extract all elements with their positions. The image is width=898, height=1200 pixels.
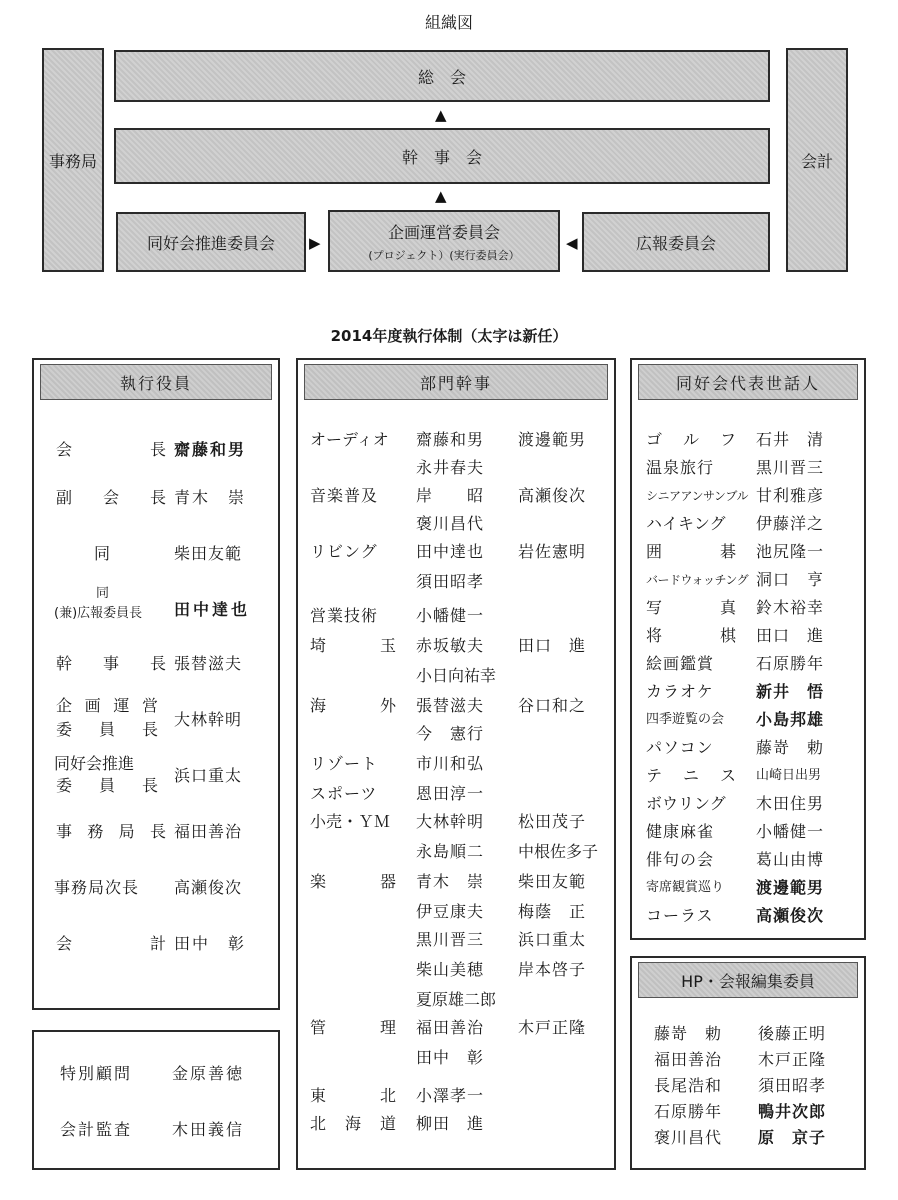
department-name: 永井春夫 <box>416 458 485 477</box>
hp-editor-name: 長尾浩和 <box>654 1076 723 1095</box>
club-label: 写 真 <box>646 598 736 617</box>
department-label: 音楽普及 <box>310 486 379 505</box>
department-name: 赤坂敏夫 <box>416 636 485 655</box>
club-leader: 木田住男 <box>756 794 825 813</box>
department-name: 田中達也 <box>416 542 485 561</box>
officer-name: 張替滋夫 <box>174 654 243 673</box>
club-leader: 新井 悟 <box>756 682 825 701</box>
club-label: バードウォッチング <box>646 573 749 587</box>
kaikei-box <box>786 48 848 272</box>
officers-header: 執行役員 <box>40 364 272 400</box>
department-name: 伊豆康夫 <box>416 902 485 921</box>
department-name: 大林幹明 <box>416 812 485 831</box>
advisors-panel <box>32 1030 280 1170</box>
club-label: ゴ ル フ <box>646 430 736 449</box>
club-leader: 山崎日出男 <box>756 768 822 783</box>
department-name: 褒川昌代 <box>416 514 485 533</box>
doukoukai-suishin-box <box>116 212 306 272</box>
clubs-panel <box>630 358 866 940</box>
officer-name: 高瀬俊次 <box>174 878 243 897</box>
arrow-left-icon: ◀ <box>566 234 578 252</box>
club-leader: 鈴木裕幸 <box>756 598 825 617</box>
department-label: 営業技術 <box>310 606 379 625</box>
doukoukai-suishin-label: 同好会推進委員会 <box>146 233 275 253</box>
department-label: リビング <box>310 542 378 561</box>
hp-editor-name: 石原勝年 <box>654 1102 723 1121</box>
departments-header: 部門幹事 <box>304 364 608 400</box>
advisor-role: 特別顧問 <box>60 1064 133 1083</box>
club-leader: 藤嵜 勅 <box>756 738 825 757</box>
officer-name: 柴田友範 <box>174 544 243 563</box>
advisor-name: 木田義信 <box>172 1120 245 1139</box>
officer-role-line2: (兼)広報委員長 <box>54 606 143 621</box>
club-leader: 伊藤洋之 <box>756 514 825 533</box>
club-leader: 渡邊範男 <box>756 878 825 897</box>
department-label: オーディオ <box>310 430 389 449</box>
kanjikai-label: 幹 事 会 <box>401 147 482 167</box>
officer-name: 福田善治 <box>174 822 243 841</box>
club-leader: 石原勝年 <box>756 654 825 673</box>
department-name: 田口 進 <box>518 636 587 655</box>
department-label: 楽 器 <box>310 872 396 891</box>
officer-role: 会 計 <box>56 934 166 953</box>
officer-name: 田中 彰 <box>174 934 247 953</box>
officer-role-line1: 企 画 運 営 <box>56 696 158 715</box>
departments-panel <box>296 358 616 1170</box>
department-name: 須田昭孝 <box>416 572 485 591</box>
kouhou-box <box>582 212 770 272</box>
officer-name: 齋藤和男 <box>174 440 247 459</box>
club-label: 四季遊覧の会 <box>646 712 725 727</box>
officer-name: 大林幹明 <box>174 710 243 729</box>
officer-role: 事 務 局 長 <box>56 822 166 841</box>
club-leader: 甘利雅彦 <box>756 486 825 505</box>
officer-role-line1: 同好会推進 <box>54 754 135 773</box>
department-name: 木戸正隆 <box>518 1018 587 1037</box>
department-name: 松田茂子 <box>518 812 587 831</box>
club-leader: 高瀬俊次 <box>756 906 825 925</box>
department-name: 小幡健一 <box>416 606 485 625</box>
department-name: 張替滋夫 <box>416 696 485 715</box>
club-leader: 石井 清 <box>756 430 825 449</box>
hp-editor-name: 木戸正隆 <box>758 1050 827 1069</box>
jimukyoku-label: 事務局 <box>48 151 97 171</box>
club-label: パソコン <box>646 738 714 757</box>
department-name: 小日向祐幸 <box>416 666 497 685</box>
department-label: 海 外 <box>310 696 396 715</box>
club-label: 寄席観賞巡り <box>646 880 725 895</box>
advisor-name: 金原善徳 <box>172 1064 245 1083</box>
department-name: 渡邊範男 <box>518 430 587 449</box>
club-label: ボウリング <box>646 794 726 813</box>
officer-role: 同 <box>94 544 111 563</box>
club-leader: 黒川晋三 <box>756 458 825 477</box>
department-name: 小澤孝一 <box>416 1086 485 1105</box>
department-label: 管 理 <box>310 1018 396 1037</box>
department-label: スポーツ <box>310 784 378 803</box>
department-name: 梅蔭 正 <box>518 902 587 921</box>
kanjikai-box <box>114 128 770 184</box>
kaikei-label: 会計 <box>800 151 833 171</box>
club-leader: 田口 進 <box>756 626 825 645</box>
officer-role-line2: 委 員 長 <box>56 720 158 739</box>
officer-role: 会 長 <box>56 440 166 459</box>
club-leader: 小幡健一 <box>756 822 825 841</box>
department-name: 柴山美穂 <box>416 960 485 979</box>
kouhou-label: 広報委員会 <box>635 233 716 253</box>
kikaku-title: 企画運営委員会 <box>387 222 500 242</box>
department-name: 福田善治 <box>416 1018 485 1037</box>
club-label: 温泉旅行 <box>646 458 715 477</box>
department-name: 浜口重太 <box>518 930 587 949</box>
department-name: 岸 昭 <box>416 486 485 505</box>
hp-editor-name: 原 京子 <box>758 1128 827 1147</box>
hp-editors-header: HP・会報編集委員 <box>638 962 858 998</box>
club-label: コーラス <box>646 906 714 925</box>
club-label: 囲 碁 <box>646 542 736 561</box>
club-leader: 葛山由博 <box>756 850 825 869</box>
clubs-header: 同好会代表世話人 <box>638 364 858 400</box>
arrow-up-icon: ▲ <box>435 187 447 205</box>
sokai-label: 総 会 <box>417 67 466 87</box>
club-label: 絵画鑑賞 <box>646 654 715 673</box>
officer-role-line1: 同 <box>96 586 110 601</box>
department-label: 北 海 道 <box>310 1114 396 1133</box>
officer-role: 副 会 長 <box>56 488 166 507</box>
club-leader: 池尻隆一 <box>756 542 825 561</box>
kikaku-box <box>328 210 560 272</box>
arrow-right-icon: ▶ <box>309 234 321 252</box>
department-label: 埼 玉 <box>310 636 396 655</box>
hp-editor-name: 褒川昌代 <box>654 1128 723 1147</box>
department-label: 東 北 <box>310 1086 396 1105</box>
club-label: シニアアンサンブル <box>646 489 748 503</box>
department-name: 田中 彰 <box>416 1048 485 1067</box>
hp-editor-name: 後藤正明 <box>758 1024 827 1043</box>
structure-title: 2014年度執行体制（太字は新任） <box>330 327 568 345</box>
club-leader: 小島邦雄 <box>756 710 825 729</box>
officer-name: 浜口重太 <box>174 766 243 785</box>
officer-role: 事務局次長 <box>54 878 140 897</box>
officer-role-line2: 委 員 長 <box>56 776 158 795</box>
club-label: カラオケ <box>646 682 714 701</box>
department-name: 今 憲行 <box>416 724 485 743</box>
department-name: 齋藤和男 <box>416 430 485 449</box>
department-name: 恩田淳一 <box>416 784 485 803</box>
department-label: リゾート <box>310 754 379 773</box>
officer-name: 田中達也 <box>174 600 251 619</box>
officer-role: 幹 事 長 <box>56 654 166 673</box>
department-name: 岩佐憲明 <box>518 542 587 561</box>
hp-editor-name: 鴨井次郎 <box>758 1102 827 1121</box>
club-leader: 洞口 亨 <box>756 570 825 589</box>
jimukyoku-box <box>42 48 104 272</box>
officers-panel <box>32 358 280 1010</box>
club-label: 俳句の会 <box>646 850 715 869</box>
hp-editor-name: 藤嵜 勅 <box>654 1024 723 1043</box>
department-name: 谷口和之 <box>518 696 587 715</box>
org-chart-title: 組織図 <box>424 13 473 32</box>
sokai-box <box>114 50 770 102</box>
department-label: 小売・ＹＭ <box>310 812 391 831</box>
department-name: 柳田 進 <box>416 1114 485 1133</box>
department-name: 中根佐多子 <box>518 842 599 861</box>
club-label: ハイキング <box>646 514 726 533</box>
department-name: 永島順二 <box>416 842 485 861</box>
club-label: テ ニ ス <box>646 766 736 785</box>
department-name: 柴田友範 <box>518 872 587 891</box>
kikaku-subtitle: (プロジェクト）(実行委員会） <box>368 248 520 262</box>
hp-editors-panel <box>630 956 866 1170</box>
department-name: 高瀬俊次 <box>518 486 587 505</box>
hp-editor-name: 福田善治 <box>654 1050 723 1069</box>
department-name: 岸本啓子 <box>518 960 587 979</box>
department-name: 青木 崇 <box>416 872 485 891</box>
officer-name: 青木 崇 <box>174 488 247 507</box>
department-name: 黒川晋三 <box>416 930 485 949</box>
club-label: 健康麻雀 <box>646 822 715 841</box>
department-name: 夏原雄二郎 <box>416 990 497 1009</box>
arrow-up-icon: ▲ <box>435 106 447 124</box>
club-label: 将 棋 <box>646 626 736 645</box>
hp-editor-name: 須田昭孝 <box>758 1076 827 1095</box>
advisor-role: 会計監査 <box>60 1120 133 1139</box>
department-name: 市川和弘 <box>416 754 485 773</box>
